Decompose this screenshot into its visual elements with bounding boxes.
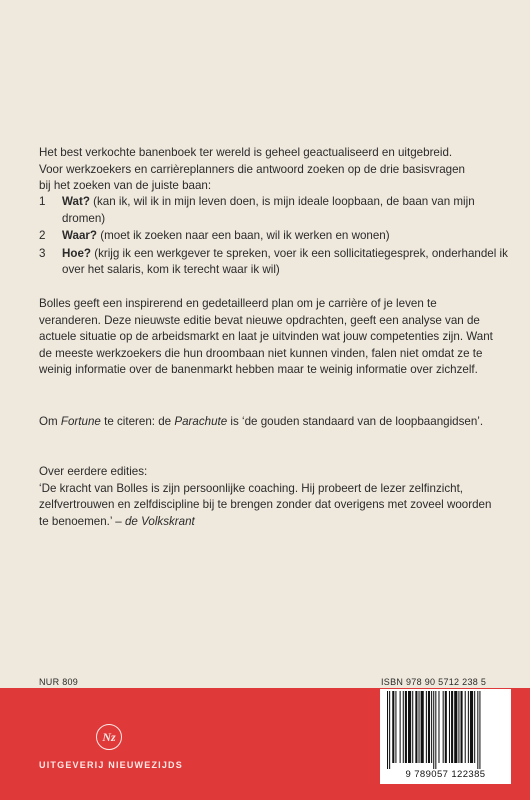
question-text: (kan ik, wil ik in mijn leven doen, is mijn ideale loopbaan, de baan van mijn dromen) [62,195,475,225]
barcode-bar [479,691,480,769]
barcode-bar [428,691,430,763]
barcode-bar [415,691,417,763]
barcode-bar [454,691,457,763]
description-text: Bolles geeft een inspirerend en gedetailleerd plan om je carrière of je leven te veranderen. Deze nieuwste editie bevat nieuwe opdrachten, geeft een analyse van de actuele situatie op de arbeidsmarkt en laat je uitvinden wat jouw competenties zijn. Want de meeste werkzoekers die hun droombaan niet kunnen vinden, falen niet omdat ze te weinig informatie over de banenmarkt hebben maar te weinig informatie over zichzelf. [39,297,493,377]
question-item [39,194,511,227]
barcode-bar [470,691,473,763]
barcode [380,689,511,784]
description-paragraph [39,296,501,379]
review-paragraph [39,464,501,530]
question-word: Waar? [62,229,98,243]
barcode-bar [395,691,396,763]
question-text: (moet ik zoeken naar een baan, wil ik werken en wonen) [97,229,390,243]
barcode-bar [435,691,436,769]
intro-line: bij het zoeken van de juiste baan: [39,179,212,193]
barcode-bar [405,691,407,763]
barcode-bar [458,691,459,763]
question-number: 1 [39,195,46,208]
barcode-bar [477,691,478,769]
fortune-title: Fortune [60,415,101,428]
intro-line: Het best verkochte banenboek ter wereld is geheel geactualiseerd en uitgebreid. [39,146,453,159]
barcode-bar [438,691,439,763]
barcode-bar [408,691,411,763]
question-text: (krijg ik een werkgever te spreken, voer ik een sollicitatiegesprek, onderhandel ik over het salaris, kom ik terecht waar ik wil) [62,246,508,277]
publisher-logo-text: Nz [102,729,116,744]
barcode-bar [451,691,453,763]
review-quote [39,481,501,531]
barcode-bar [443,691,444,763]
review-source: de Volkskrant [124,514,195,528]
barcode-bar [426,691,427,763]
question-body [62,194,511,227]
fortune-quote-post: is ‘de gouden standaard van de loopbaangidsen’. [227,415,484,428]
question-number: 2 [39,229,46,243]
fortune-quote-text [39,414,501,431]
intro-paragraph [39,145,501,195]
question-word: Hoe? [62,246,91,260]
review-heading: Over eerdere edities: [39,465,148,478]
barcode-bar [403,691,404,763]
isbn-number: ISBN 978 90 5712 238 5 [381,677,487,687]
publisher-logo-icon [96,724,122,750]
barcode-bar [412,691,413,763]
question-list [39,194,511,280]
fortune-quote-pre: Om [39,415,61,428]
publisher-name: UITGEVERIJ NIEUWEZIJDS [39,760,183,770]
barcode-bar [433,691,434,769]
fortune-quote-mid: te citeren: de [100,415,175,428]
question-word: Wat? [62,195,90,208]
review-quote-text: ‘De kracht van Bolles is zijn persoonlijke coaching. Hij probeert de lezer zelfinzicht, zelfvertrouwen en zelfdiscipline bij te brengen zonder dat overigens met zoveel woorden te benoemen.’ – [39,481,492,528]
question-body [62,246,511,279]
barcode-bar [431,691,432,763]
barcode-digits: 9 789057 122385 [405,769,486,780]
barcode-bar [449,691,450,763]
barcode-bar [400,691,401,763]
nur-code: NUR 809 [39,677,79,687]
barcode-bar [387,691,388,769]
question-body [62,228,511,245]
question-item [39,246,511,279]
intro-line: Voor werkzoekers en carrièreplanners die antwoord zoeken op de drie basisvragen [39,162,465,176]
barcode-bar [468,691,469,763]
barcode-bar [445,691,447,763]
question-number: 3 [39,246,46,260]
barcode-bar [461,691,463,763]
barcode-bar [421,691,424,763]
barcode-bar [465,691,466,763]
fortune-quote-paragraph [39,414,501,431]
question-item [39,228,511,245]
barcode-bar [419,691,420,763]
parachute-title: Parachute [174,415,228,428]
barcode-icon [385,691,506,769]
barcode-bar [474,691,475,763]
barcode-bar [392,691,394,763]
barcode-bar [389,691,390,769]
